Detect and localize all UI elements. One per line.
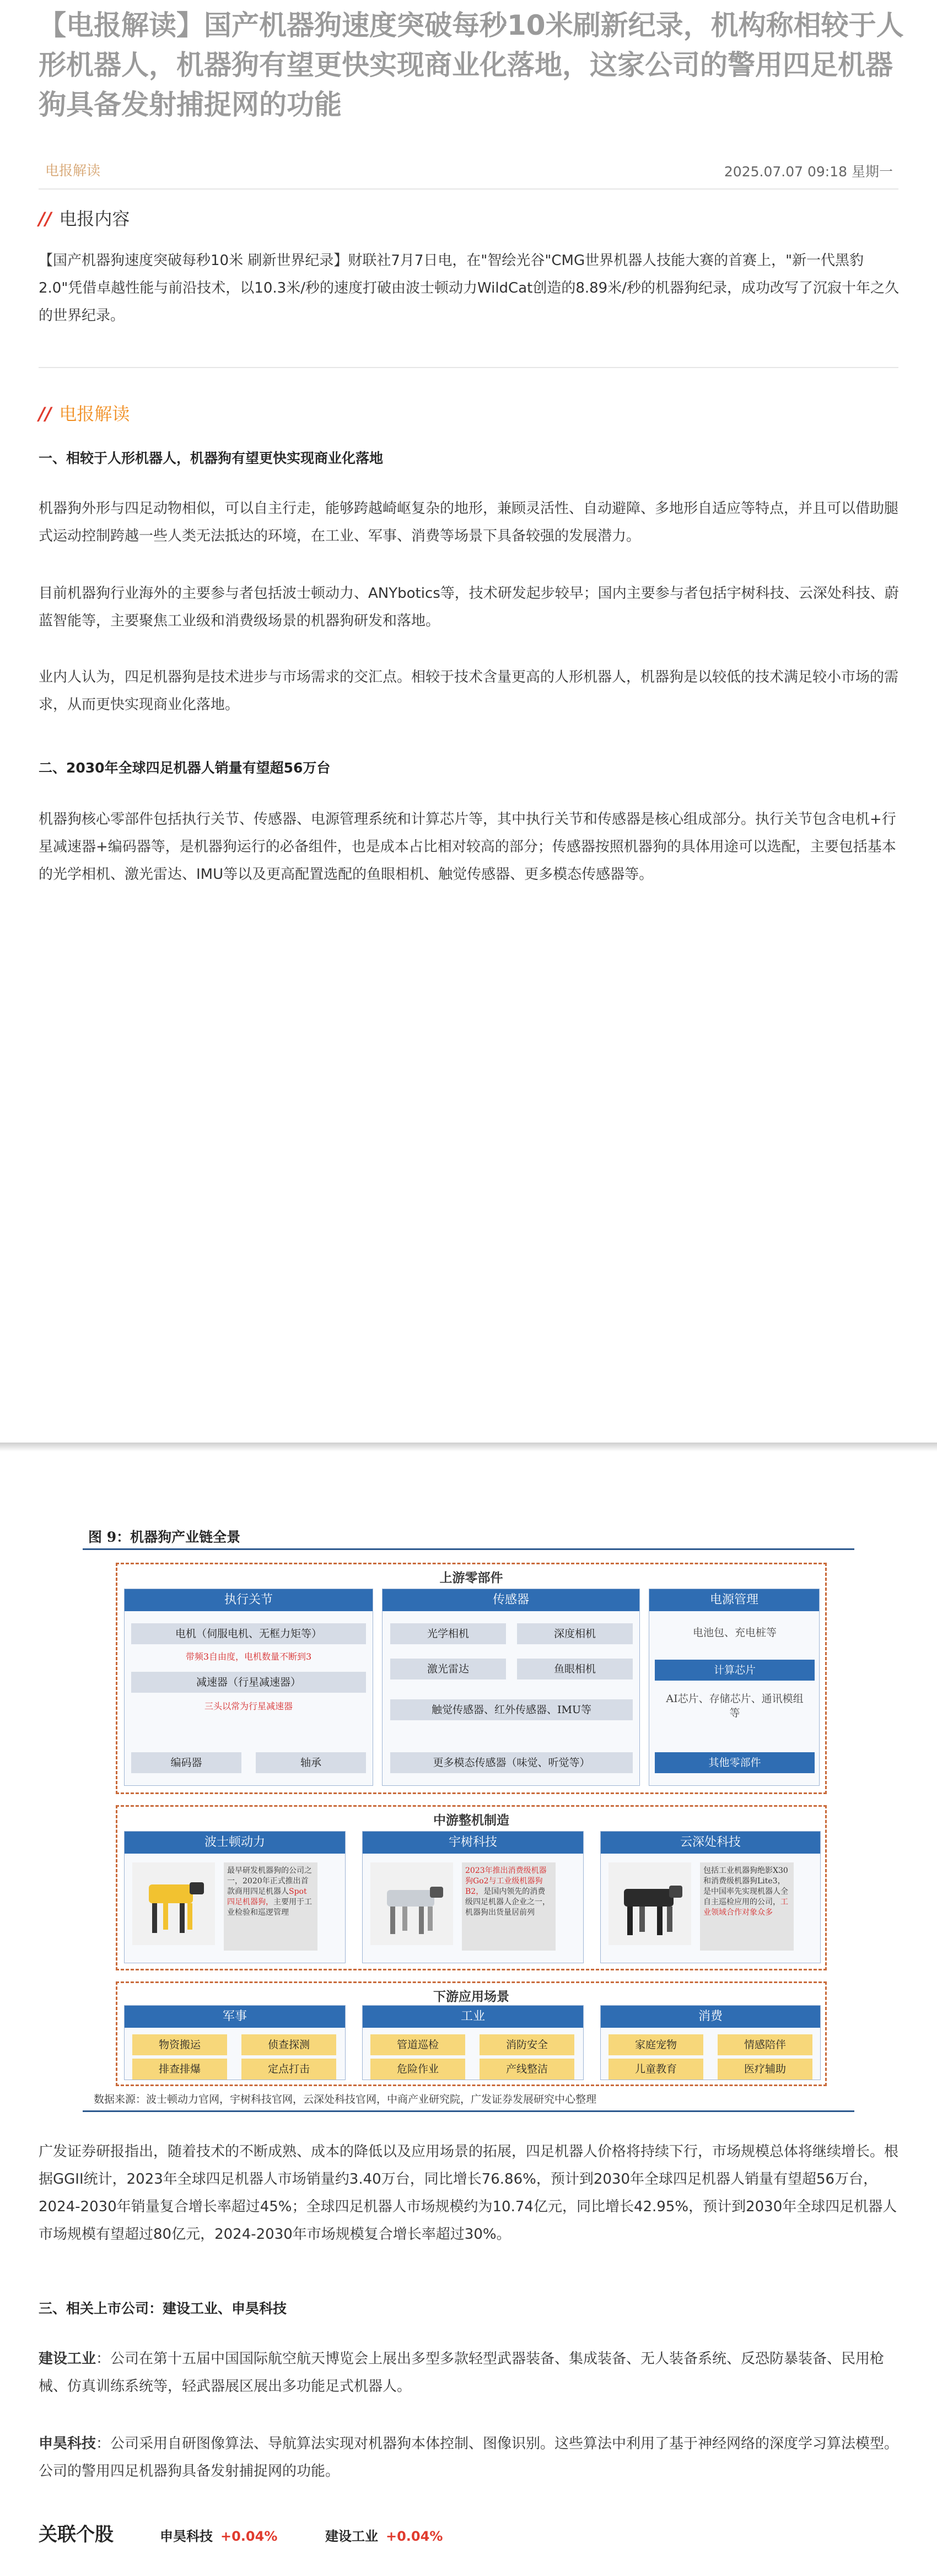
reducer-note: 三头以常为行星减速器 [204,1701,293,1711]
robot-dog-yellow-image [132,1862,215,1945]
company-label[interactable]: 建设工业 [39,2351,96,2367]
downstream-panel [116,1981,827,2086]
maker-card-boston-dynamics [124,1831,346,1963]
upstream-panel [116,1563,827,1794]
analysis-paragraph-1: 机器狗外形与四足动物相似，可以自主行走，能够跨越崎岖复杂的地形，兼顾灵活性、自动避障、多地形自适应等特点，并且可以借助腿式运动控制跨越一些人类无法抵达的环境，在工业、军事、消费等场景下具备较强的发展潜力。 [39,500,899,544]
downstream-title: 下游应用场景 [433,1989,509,2004]
actuator-column [124,1589,373,1786]
section-slash-icon: // [39,208,52,229]
analysis-paragraph-4: 机器狗核心零部件包括执行关节、传感器、电源管理系统和计算芯片等，其中执行关节和传感器是核心组成部分。执行关节包含电机+行星减速器+编码器等，是机器狗运行的必备组件，也是成本占比相对较高的部分；传感器按照机器狗的具体用途可以选配，主要包括基本的光学相机、激光雷达、IMU等以及更高配置选配的鱼眼相机、触觉传感器、更多模态传感器等。 [39,811,896,883]
scenario-item: 物资搬运 [132,2034,227,2055]
related-stocks-title: 关联个股 [39,2524,114,2546]
section-heading-content: // 电报内容 [39,208,130,229]
reducer-chip: 减速器（行星减速器） [131,1672,366,1693]
actuator-header: 执行关节 [125,1589,373,1611]
sensor-optical-camera: 光学相机 [390,1623,506,1644]
scenario-industry [362,2005,584,2080]
figure-top-rule [83,1548,854,1550]
market-paragraph: 广发证券研报指出，随着技术的不断成熟、成本的降低以及应用场景的拓展，四足机器人价格将持续下行，市场规模总体将继续增长。根据GGII统计，2023年全球四足机器人市场销量约3.40万台，同比增长76.86%，预计到2030年全球四足机器人销量有望超56万台，2024-2030年销量复合增长率超过45%；全球四足机器人市场规模约为10.74亿元，同比增长42.95%，预计到2030年全球四足机器人市场规模有望超过80亿元，2024-2030年市场规模复合增长率超过30%。 [39,2143,899,2243]
sensor-lidar: 激光雷达 [390,1659,506,1679]
section-heading-analysis: // 电报解读 [39,403,130,424]
encoder-chip: 编码器 [131,1752,241,1773]
figure-source: 数据来源：波士顿动力官网，宇树科技官网，云深处科技官网，中商产业研究院，广发证券发展研究中心整理 [94,2093,597,2105]
scenario-item: 管道巡检 [370,2034,465,2055]
analysis-paragraph-3: 业内人认为，四足机器狗是技术进步与市场需求的交汇点。相较于技术含量更高的人形机器人，机器狗是以较低的技术满足较小市场的需求，从而更快实现商业化落地。 [39,669,899,713]
stock-link-2[interactable]: 建设工业 +0.04% [325,2529,443,2544]
section-slash-icon: // [39,403,52,424]
industry-chain-figure [83,1526,854,2121]
maker-head: 波士顿动力 [125,1832,345,1854]
company-label[interactable]: 申昊科技 [39,2435,96,2452]
scenario-item: 定点打击 [241,2059,336,2080]
analysis-paragraph-2: 目前机器狗行业海外的主要参与者包括波士顿动力、ANYbotics等，技术研发起步较早；国内主要参与者包括宇树科技、云深处科技、蔚蓝智能等，主要聚焦工业级和消费级场景的机器狗研发和落地。 [39,585,899,629]
scenario-item: 消防安全 [480,2034,574,2055]
maker-desc: 最早研发机器狗的公司之一，2020年正式推出首款商用四足机器人Spot四足机器狗，主要用于工业检验和巡逻管理 [224,1862,317,1951]
divider [39,367,898,368]
scenario-item: 医疗辅助 [718,2059,812,2080]
sensor-fisheye-camera: 鱼眼相机 [517,1659,633,1679]
maker-desc: 包括工业机器狗绝影X30和消费级机器狗Lite3，是中国率先实现机器人全自主巡检应用的公司，工业领域合作对象众多 [700,1862,794,1951]
article-source-tag[interactable]: 电报解读 [45,163,101,179]
scenario-item: 产线整洁 [480,2059,574,2080]
sensor-column [382,1589,640,1786]
maker-head: 云深处科技 [601,1832,820,1854]
scenario-item: 危险作业 [370,2059,465,2080]
midstream-panel [116,1805,827,1970]
subheading-2: 二、2030年全球四足机器人销量有望超56万台 [39,760,331,776]
robot-dog-silver-image [370,1862,453,1945]
motor-note: 带频3自由度，电机数量不断到3 [185,1651,312,1662]
sensor-multimodal: 更多模态传感器（味觉、听觉等） [390,1752,633,1773]
maker-card-deeprobotics [600,1831,821,1963]
figure-title: 图 9：机器狗产业链全景 [88,1529,241,1545]
company-paragraph-2: 申昊科技：公司采用自研图像算法、导航算法实现对机器狗本体控制、图像识别。这些算法中利用了基于神经网络的深度学习算法模型。公司的警用四足机器狗具备发射捕捉网的功能。 [39,2435,899,2480]
stock-change: +0.04% [220,2529,278,2544]
scenario-item: 儿童教育 [608,2059,703,2080]
midstream-title: 中游整机制造 [433,1813,509,1828]
power-column [649,1589,820,1786]
scenario-head: 消费 [601,2006,820,2028]
stock-link-1[interactable]: 申昊科技 +0.04% [160,2529,278,2544]
scenario-item: 侦查探测 [241,2034,336,2055]
upstream-title: 上游零部件 [439,1570,503,1585]
sensor-depth-camera: 深度相机 [517,1623,633,1644]
power-header: 电源管理 [649,1589,819,1611]
figure-bottom-rule [83,2110,854,2112]
company-paragraph-1: 建设工业：公司在第十五届中国国际航空航天博览会上展出多型多款轻型武器装备、集成装备、无人装备系统、反恐防暴装备、民用枪械、仿真训练系统等，轻武器展区展出多功能足式机器人。 [39,2351,885,2395]
scenario-item: 排查排爆 [132,2059,227,2080]
content-paragraph: 【国产机器狗速度突破每秒10米 刷新世界纪录】财联社7月7日电，在"智绘光谷"CMG世界机器人技能大赛的首赛上，"新一代黑豹2.0"凭借卓越性能与前沿技术，以10.3米/秒的速度打破由波士顿动力WildCat创造的8.89米/秒的机器狗纪录，成功改写了沉寂十年之久的世界纪录。 [39,252,899,324]
article-timestamp: 2025.07.07 09:18 星期一 [724,164,893,180]
maker-card-unitree [362,1831,584,1963]
page-break-shadow [0,1443,937,1451]
article-headline: 【电报解读】国产机器狗速度突破每秒10米刷新纪录，机构称相较于人形机器人，机器狗有望更快实现商业化落地，这家公司的警用四足机器狗具备发射捕捉网的功能 [39,9,904,121]
divider [39,188,898,190]
chip-text: AI芯片、存储芯片、通讯模组等 [666,1693,804,1719]
bearing-chip: 轴承 [256,1752,366,1773]
subheading-1: 一、相较于人形机器人，机器狗有望更快实现商业化落地 [39,450,384,466]
scenario-head: 工业 [363,2006,583,2028]
power-text: 电池包、充电桩等 [692,1627,777,1639]
motor-chip: 电机（伺服电机、无框力矩等） [131,1623,366,1644]
other-parts-chip: 其他零部件 [655,1752,815,1773]
maker-head: 宇树科技 [363,1832,583,1854]
chip-header: 计算芯片 [655,1660,815,1681]
scenario-consumer [600,2005,821,2080]
maker-desc: 2023年推出消费级机器狗Go2与工业级机器狗B2，是国内领先的消费级四足机器人企业之一，机器狗出货量居前列 [462,1862,556,1951]
robot-dog-black-image [608,1862,691,1945]
scenario-item: 情感陪伴 [718,2034,812,2055]
scenario-military [124,2005,346,2080]
sensor-tactile-ir-imu: 触觉传感器、红外传感器、IMU等 [390,1699,633,1720]
sensor-header: 传感器 [383,1589,639,1611]
scenario-head: 军事 [125,2006,345,2028]
stock-change: +0.04% [386,2529,443,2544]
subheading-3: 三、相关上市公司：建设工业、申昊科技 [39,2300,287,2316]
scenario-item: 家庭宠物 [608,2034,703,2055]
